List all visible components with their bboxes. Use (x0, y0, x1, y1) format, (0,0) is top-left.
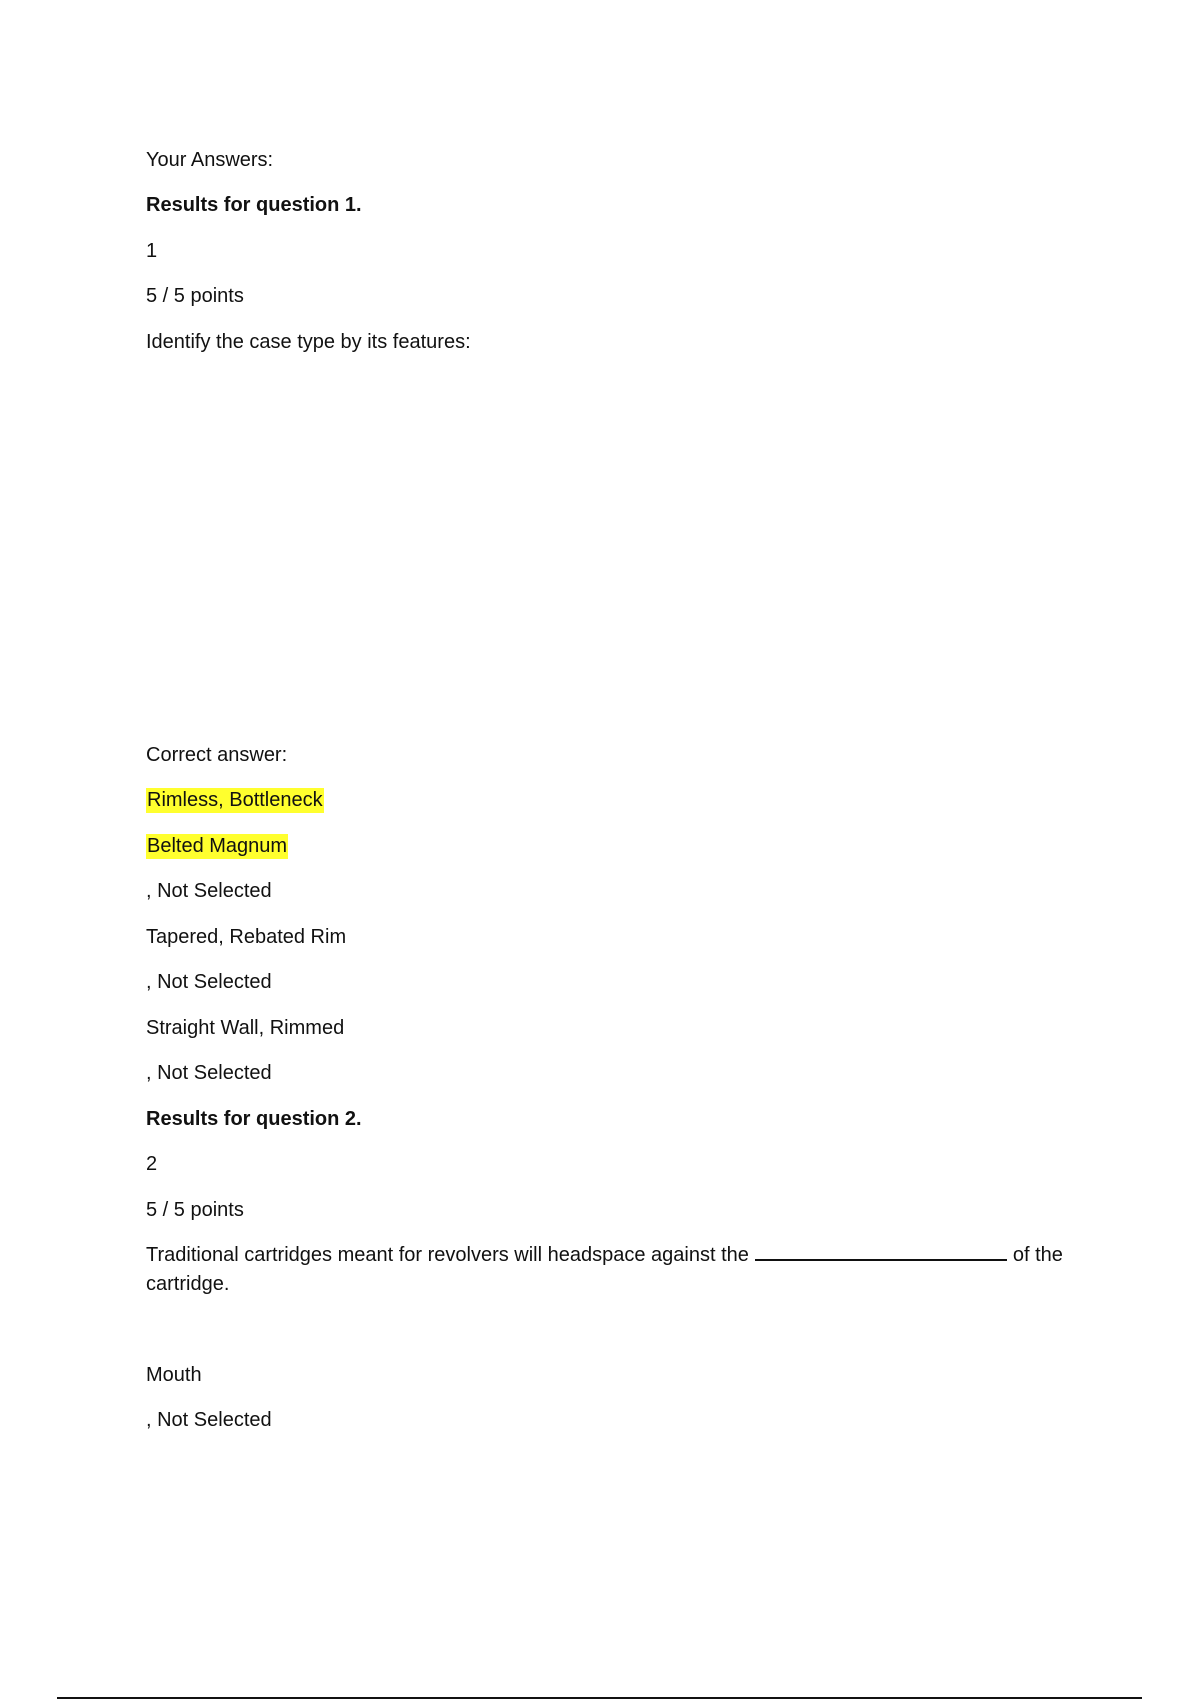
q1-option-3-status: , Not Selected (146, 971, 272, 993)
q1-results-heading: Results for question 1. (146, 194, 362, 216)
q1-option-2 (146, 834, 288, 858)
q2-prompt (146, 1240, 1086, 1299)
footer-divider (57, 1697, 1142, 1699)
your-answers-heading: Your Answers: (146, 149, 274, 171)
q2-number: 2 (146, 1153, 158, 1175)
q2-answer-status: , Not Selected (146, 1409, 272, 1431)
q1-option-3: Tapered, Rebated Rim (146, 926, 347, 948)
q1-number: 1 (146, 240, 158, 262)
q1-option-2-status: , Not Selected (146, 880, 272, 902)
q2-prompt-after: of the cartridge. (146, 1244, 1063, 1295)
q2-results-heading: Results for question 2. (146, 1108, 362, 1130)
fill-in-blank (755, 1240, 1007, 1261)
q2-answer: Mouth (146, 1364, 202, 1386)
highlighted-answer: Belted Magnum (147, 835, 288, 857)
q2-prompt-before: Traditional cartridges meant for revolvers will headspace against the (146, 1244, 749, 1266)
q1-option-4-status: , Not Selected (146, 1062, 272, 1084)
q1-score: 5 / 5 points (146, 285, 244, 307)
q1-prompt: Identify the case type by its features: (146, 331, 471, 353)
q1-option-1 (146, 788, 324, 812)
highlighted-answer: Rimless, Bottleneck (147, 789, 323, 811)
q1-correct-answer-label: Correct answer: (146, 744, 288, 766)
q2-score: 5 / 5 points (146, 1199, 244, 1221)
q1-option-4: Straight Wall, Rimmed (146, 1017, 345, 1039)
